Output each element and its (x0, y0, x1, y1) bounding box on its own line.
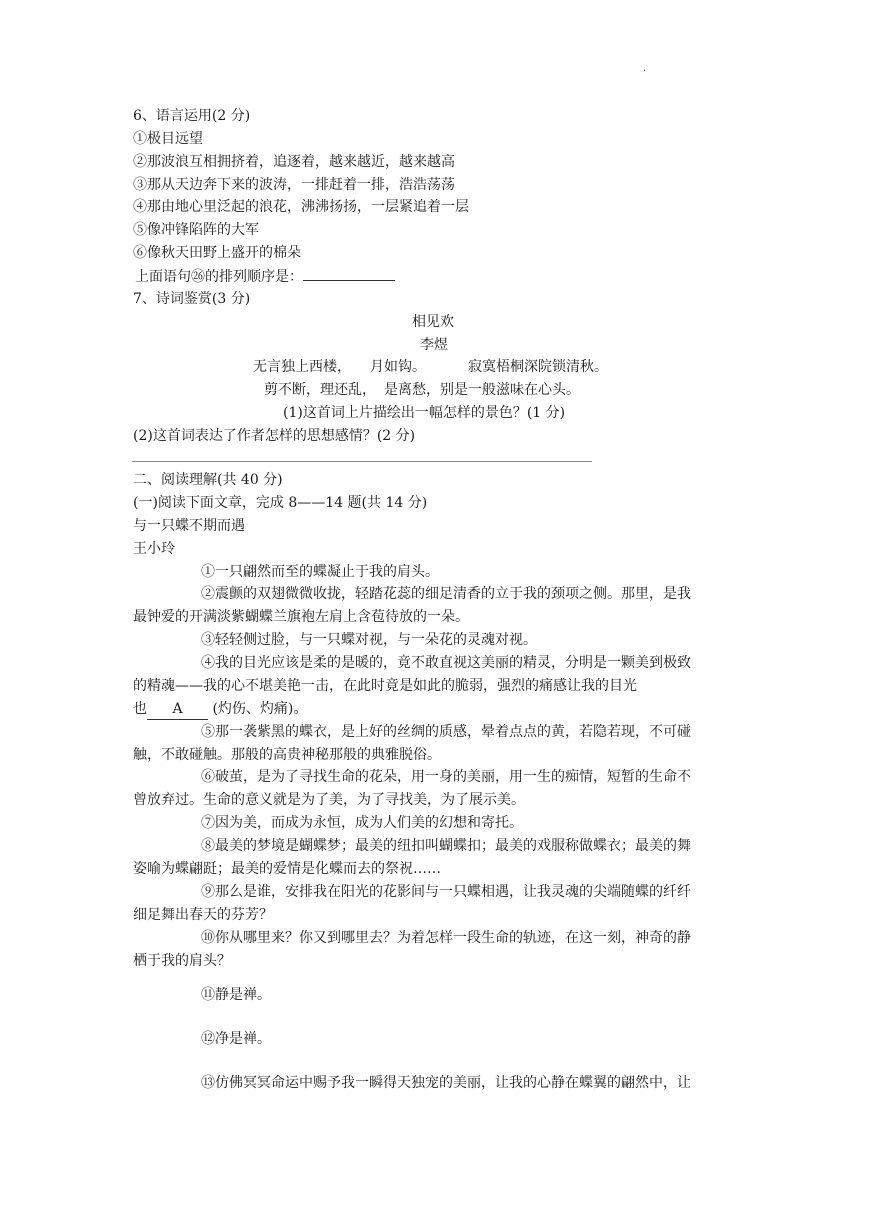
paragraph-11: ⑪静是禅。 (201, 987, 271, 1003)
answer-blank[interactable] (303, 266, 395, 281)
paragraph-10-line-1: ⑩你从哪里来？你又到哪里去？为着怎样一段生命的轨迹，在这一刻，神奇的静 (201, 930, 691, 946)
paragraph-7: ⑦因为美，而成为永恒，成为人们美的幻想和寄托。 (201, 815, 523, 831)
paragraph-1: ①一只翩然而至的蝶凝止于我的肩头。 (201, 564, 439, 580)
paragraph-2-line-1: ②震颤的双翅微微收拢，轻踏花蕊的细足清香的立于我的颈项之侧。那里，是我 (201, 586, 691, 602)
q6-item-3: ③那从天边奔下来的波涛，一排赶着一排，浩浩荡荡 (133, 177, 455, 193)
q6-item-5: ⑤像冲锋陷阵的大军 (133, 222, 259, 238)
q7-sub-2: (2)这首词表达了作者怎样的思想感情？(2 分) (133, 428, 416, 444)
paragraph-4-post: (灼伤、灼痛)。 (212, 701, 308, 717)
q6-item-4: ④那由地心里泛起的浪花，沸沸扬扬，一层紧追着一层 (133, 199, 469, 215)
header-dot: · (643, 66, 647, 77)
q6-title: 6、语言运用(2 分) (133, 108, 251, 124)
paragraph-4-pre: 也 (133, 701, 147, 717)
paragraph-13-line-1: ⑬仿佛冥冥命运中赐予我一瞬得天独宠的美丽，让我的心静在蝶翼的翩然中，让 (201, 1075, 691, 1091)
article-title: 与一只蝶不期而遇 (133, 518, 245, 534)
paragraph-6-line-2: 曾放弃过。生命的意义就是为了美，为了寻找美，为了展示美。 (133, 792, 525, 808)
paragraph-12: ⑫净是禅。 (201, 1031, 271, 1047)
paragraph-5-line-1: ⑤那一袭紫黑的蝶衣，是上好的丝绸的质感，晕着点点的黄，若隐若现，不可碰 (201, 724, 691, 740)
q7-title: 7、诗词鉴赏(3 分) (133, 291, 251, 307)
q6-item-6: ⑥像秋天田野上盛开的棉朵 (133, 245, 301, 261)
paragraph-5-line-2: 触，不敢碰触。那般的高贵神秘那般的典雅脱俗。 (133, 747, 441, 763)
poem-line-1c: 寂寞梧桐深院锁清秋。 (468, 359, 608, 375)
paragraph-8-line-1: ⑧最美的梦境是蝴蝶梦；最美的纽扣叫蝴蝶扣；最美的戏服称做蝶衣；最美的舞 (201, 838, 691, 854)
paragraph-10-line-2: 栖于我的肩头？ (133, 953, 231, 969)
poem-line-2a: 剪不断，理还乱， (264, 382, 376, 398)
q6-prompt (135, 266, 395, 287)
paragraph-4-line-1: ④我的目光应该是柔的是暖的，竟不敢直视这美丽的精灵，分明是一颗美到极致 (201, 655, 691, 671)
q6-item-1: ①极目远望 (133, 131, 203, 147)
poem-line-2b: 是离愁，别是一般滋味在心头。 (384, 382, 580, 398)
poem-line-1a: 无言独上西楼， (253, 359, 351, 375)
poem-author: 李煜 (420, 337, 448, 353)
section2-part1: (一)阅读下面文章，完成 8——14 题(共 14 分) (133, 495, 428, 511)
blank-a[interactable]: A (147, 699, 208, 720)
paragraph-2-line-2: 最钟爱的开满淡紫蝴蝶兰旗袍左肩上含苞待放的一朵。 (133, 609, 469, 625)
q6-prompt-text: 上面语句㉖的排列顺序是： (135, 269, 303, 285)
answer-line (132, 461, 592, 462)
section2-title: 二、阅读理解(共 40 分) (133, 472, 283, 488)
paragraph-9-line-2: 细足舞出春天的芬芳？ (133, 907, 273, 923)
poem-title: 相见欢 (412, 314, 454, 330)
q6-item-2: ②那波浪互相拥挤着，追逐着，越来越近，越来越高 (133, 154, 455, 170)
q7-sub-1: (1)这首词上片描绘出一幅怎样的景色？(1 分) (283, 405, 566, 421)
paragraph-4-line-3 (133, 699, 307, 720)
paragraph-8-line-2: 姿喻为蝶翩跹；最美的爱情是化蝶而去的祭祝…… (133, 861, 441, 877)
paragraph-6-line-1: ⑥破茧，是为了寻找生命的花朵，用一身的美丽，用一生的痴情，短暂的生命不 (201, 769, 691, 785)
article-author: 王小玲 (133, 541, 175, 557)
paragraph-9-line-1: ⑨那么是谁，安排我在阳光的花影间与一只蝶相遇，让我灵魂的尖端随蝶的纤纤 (201, 884, 691, 900)
poem-line-1b: 月如钩。 (370, 359, 426, 375)
paragraph-3: ③轻轻侧过脸，与一只蝶对视，与一朵花的灵魂对视。 (201, 632, 537, 648)
paragraph-4-line-2: 的精魂——我的心不堪美艳一击，在此时竟是如此的脆弱，强烈的痛感让我的目光 (133, 678, 637, 694)
